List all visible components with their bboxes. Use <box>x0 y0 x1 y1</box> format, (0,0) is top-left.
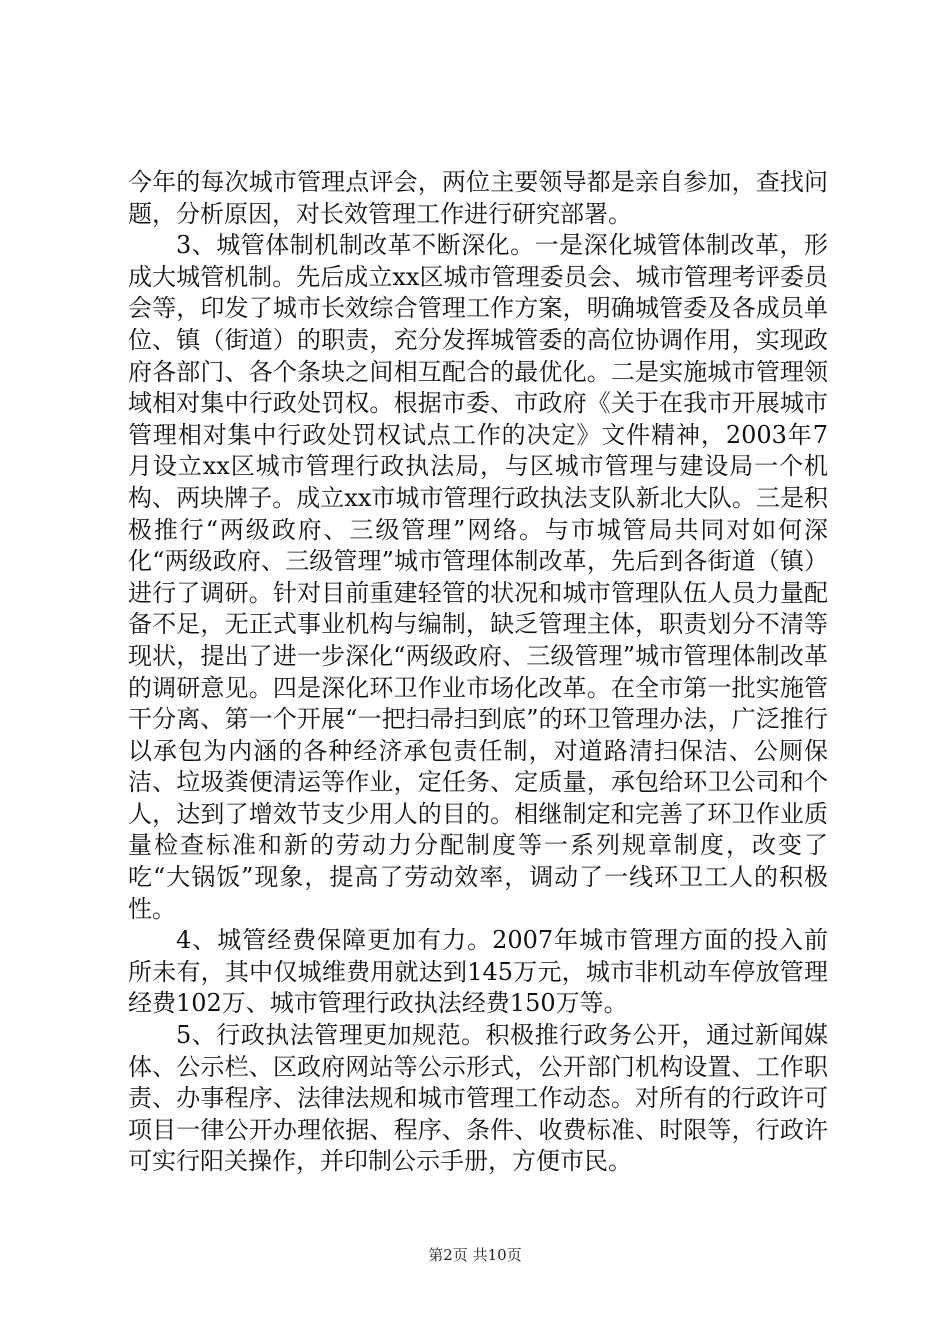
page-number-footer: 第2页 共10页 <box>428 1246 522 1264</box>
paragraph-section-5: 5、行政执法管理更加规范。积极推行政务公开，通过新闻媒体、公示栏、区政府网站等公示形式，公开部门机构设置、工作职责、办事程序、法律法规和城市管理工作动态。对所有的行政许可项目一律公开办理依据、程序、条件、收费标准、时限等，行政许可实行阳关操作，并印制公示手册，方便市民。 <box>128 1021 828 1176</box>
paragraph-section-4: 4、城管经费保障更加有力。2007年城市管理方面的投入前所未有，其中仅城维费用就达到145万元，城市非机动车停放管理经费102万、城市管理行政执法经费150万等。 <box>128 926 828 1018</box>
document-body <box>128 167 828 1178</box>
paragraph-section-3: 3、城管体制机制改革不断深化。一是深化城管体制改革，形成大城管机制。先后成立xx区城市管理委员会、城市管理考评委员会等，印发了城市长效综合管理工作方案，明确城管委及各成员单位、镇（街道）的职责，充分发挥城管委的高位协调作用，实现政府各部门、各个条块之间相互配合的最优化。二是实施城市管理领域相对集中行政处罚权。根据市委、市政府《关于在我市开展城市管理相对集中行政处罚权试点工作的决定》文件精神，2003年7月设立xx区城市管理行政执法局，与区城市管理与建设局一个机构、两块牌子。成立xx市城市管理行政执法支队新北大队。三是积极推行“两级政府、三级管理”网络。与市城管局共同对如何深化“两级政府、三级管理”城市管理体制改革，先后到各街道（镇）进行了调研。针对目前重建轻管的状况和城市管理队伍人员力量配备不足，无正式事业机构与编制，缺乏管理主体，职责划分不清等现状，提出了进一步深化“两级政府、三级管理”城市管理体制改革的调研意见。四是深化环卫作业市场化改革。在全市第一批实施管干分离、第一个开展“一把扫帚扫到底”的环卫管理办法，广泛推行以承包为内涵的各种经济承包责任制，对道路清扫保洁、公厕保洁、垃圾粪便清运等作业，定任务、定质量，承包给环卫公司和个人，达到了增效节支少用人的目的。相继制定和完善了环卫作业质量检查标准和新的劳动力分配制度等一系列规章制度，改变了吃“大锅饭”现象，提高了劳动效率，调动了一线环卫工人的积极性。 <box>128 231 828 923</box>
paragraph-continuation: 今年的每次城市管理点评会，两位主要领导都是亲自参加，查找问题，分析原因，对长效管理工作进行研究部署。 <box>128 168 828 228</box>
